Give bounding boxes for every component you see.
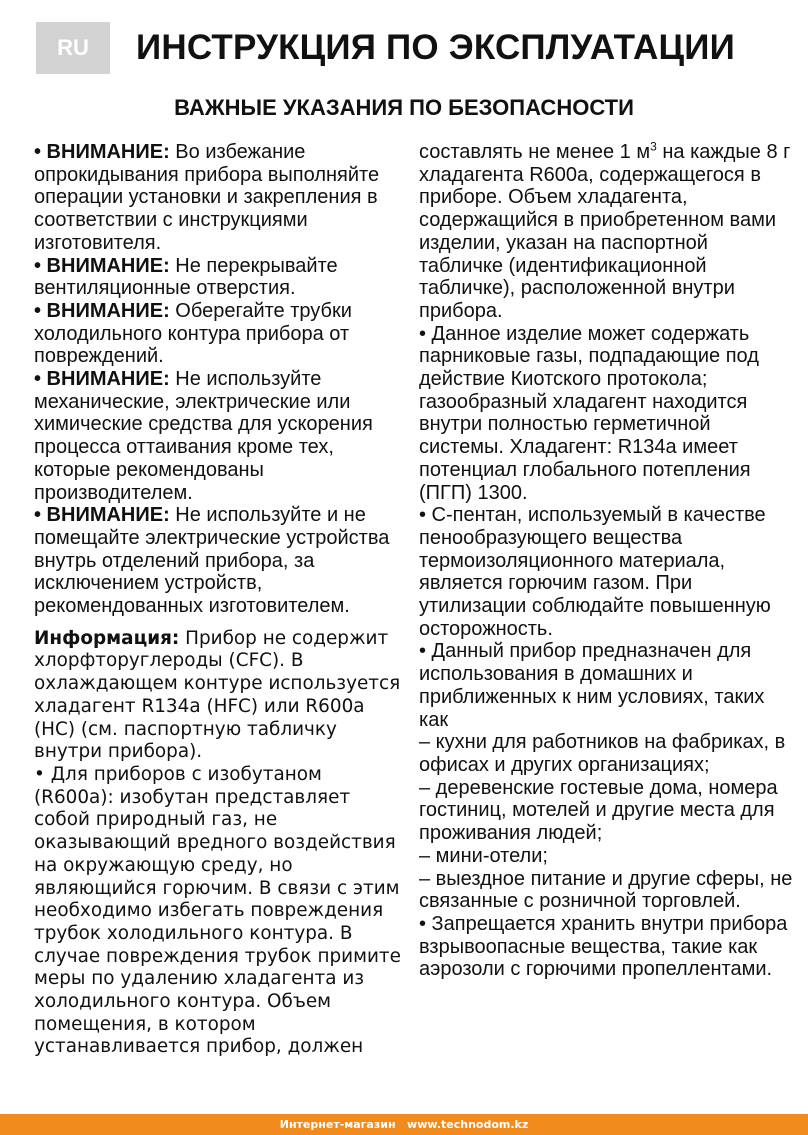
footer-text: Интернет-магазин www.technodom.kz	[279, 1118, 529, 1131]
right-column	[419, 141, 795, 981]
warning-paragraph	[34, 141, 406, 255]
volume-superscript: 3	[650, 139, 657, 154]
cyclopentane-paragraph: • С-пентан, используемый в качестве пенообразующего вещества термоизоляционного материала, является горючим газом. При утилизации соблюдайте повышенную осторожность.	[419, 504, 771, 640]
language-badge: RU	[36, 22, 110, 74]
warning-text: Оберегайте трубки холодильного контура прибора от повреждений.	[34, 299, 352, 368]
use-list-item: – кухни для работников на фабриках, в офисах и других организациях;	[419, 731, 786, 776]
intended-use-paragraph: • Данный прибор предназначен для использования в домашних и приближенных к ним условиях, таких как	[419, 640, 765, 731]
warning-paragraph	[34, 255, 406, 300]
warning-label: • ВНИМАНИЕ:	[34, 368, 170, 391]
use-list-item: – выездное питание и другие сферы, не связанные с розничной торговлей.	[419, 867, 793, 913]
footer-bar	[0, 1114, 808, 1135]
warning-paragraph	[34, 504, 406, 618]
isobutane-paragraph: • Для приборов с изобутаном (R600a): изобутан представляет собой природный газ, не оказывающий вредного воздействия на окружающую среду, но являющийся горючим. В связи с этим необходимо избегать повреждения трубок холодильного контура. В случае повреждения трубок примите меры по удалению хладагента из холодильного контура. Объем помещения, в котором устанавливается прибор, должен	[34, 763, 401, 1058]
left-column	[34, 141, 406, 1059]
warning-label: • ВНИМАНИЕ:	[34, 299, 170, 322]
section-title: ВАЖНЫЕ УКАЗАНИЯ ПО БЕЗОПАСНОСТИ	[174, 95, 634, 120]
warning-text: Не используйте механические, электрические или химические средства для ускорения процесса оттаивания кроме тех, которые рекомендованы производителем.	[34, 368, 373, 504]
storage-paragraph: • Запрещается хранить внутри прибора взрывоопасные вещества, такие как аэрозоли с горючими пропеллентами.	[419, 912, 788, 981]
warning-paragraph	[34, 300, 406, 368]
volume-text-suffix: на каждые 8 г хладагента R600a, содержащегося в приборе. Объем хладагента, содержащийся в приобретенном вами изделии, указан на паспортной табличке (идентификационной табличке), расположенной внутри прибора.	[419, 141, 791, 322]
warning-paragraph	[34, 368, 406, 504]
use-list-item: – деревенские гостевые дома, номера гостиниц, мотелей и другие места для проживания людей;	[419, 776, 778, 845]
warning-text: Не используйте и не помещайте электрические устройства внутрь отделений прибора, за исключением устройств, рекомендованных изготовителем.	[34, 504, 390, 618]
info-text: Прибор не содержит хлорфторуглероды (CFC). В охлаждающем контуре используется хладагент R134a (HFC) или R600a (HC) (см. паспортную табличку внутри прибора).	[34, 627, 401, 763]
info-paragraph	[34, 628, 406, 764]
greenhouse-paragraph: • Данное изделие может содержать парниковые газы, подпадающие под действие Киотского протокола; газообразный хладагент находится внутри полностью герметичной системы. Хладагент: R134a имеет потенциал глобального потепления (ПГП) 1300.	[419, 322, 759, 504]
warning-label: • ВНИМАНИЕ:	[34, 141, 170, 163]
warning-text: Не перекрывайте вентиляционные отверстия.	[34, 254, 338, 300]
volume-text-prefix: составлять не менее 1 м	[419, 141, 651, 163]
warning-text: Во избежание опрокидывания прибора выполняйте операции установки и закрепления в соответствии с инструкциями изготовителя.	[34, 141, 380, 254]
warning-label: • ВНИМАНИЕ:	[34, 254, 170, 277]
use-list-item: – мини-отели;	[419, 844, 548, 867]
warning-label: • ВНИМАНИЕ:	[34, 504, 170, 527]
info-label: Информация:	[34, 627, 180, 649]
refrigerant-volume-paragraph	[419, 141, 795, 323]
page-title: ИНСТРУКЦИЯ ПО ЭКСПЛУАТАЦИИ	[136, 28, 735, 67]
